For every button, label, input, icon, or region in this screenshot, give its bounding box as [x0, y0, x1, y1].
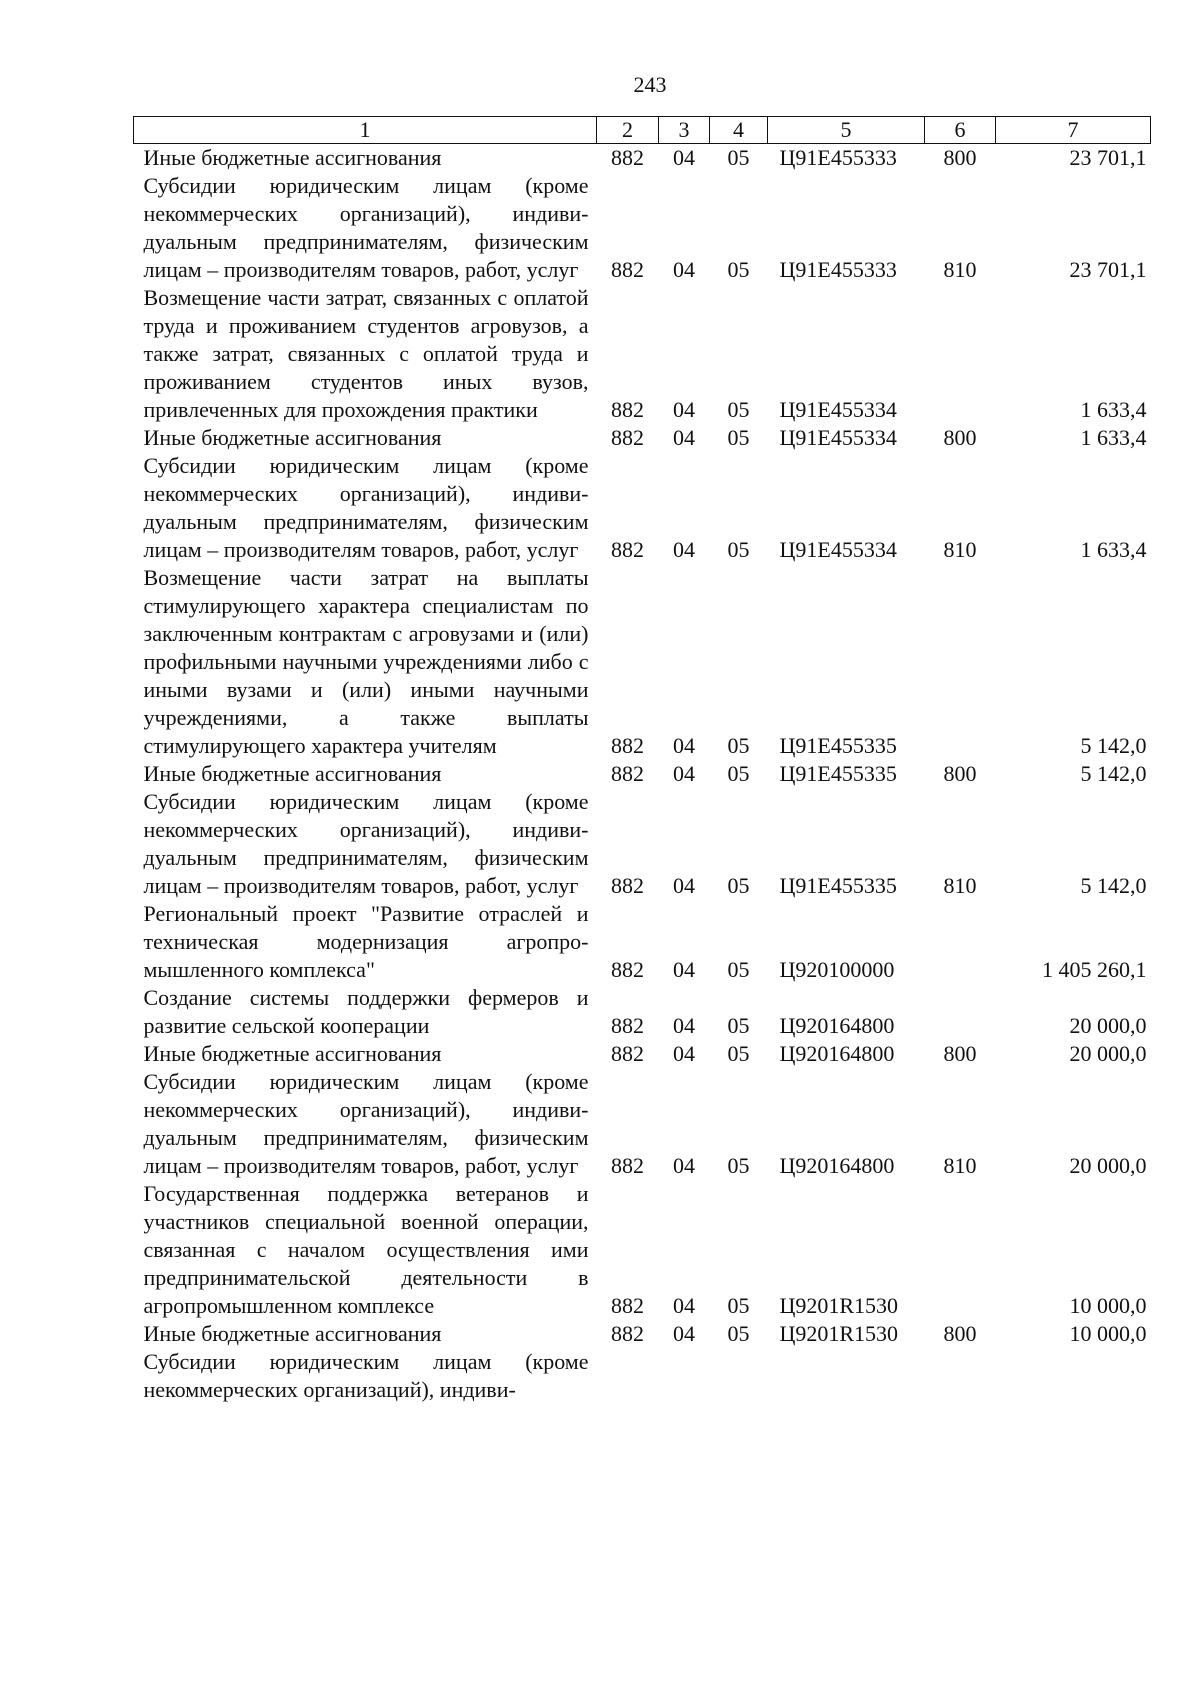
row-ministry-code: 882: [611, 1013, 644, 1038]
row-subsection-code: 05: [727, 257, 750, 282]
row-description: Возмещение части затрат на выплаты стимулирующего характера специалистам по заключенным контрактам с агровузами и (или) профильными научными учреждениями либо с иными вузами и (или) иными научными учреждениями, а также выплаты стимулирующего характера учителям: [143, 565, 589, 758]
row-expense-type-code: [925, 1348, 996, 1404]
row-expense-type-code: [925, 564, 996, 760]
header-col-6: 6: [925, 117, 996, 144]
row-subsection-code: 05: [727, 537, 750, 562]
row-subsection-code: 05: [727, 1321, 750, 1346]
table-body: [134, 144, 1151, 1405]
row-ministry-code: 882: [611, 957, 644, 982]
row-subsection-code: 05: [727, 761, 750, 786]
row-target-article-code: Ц920100000: [779, 957, 895, 982]
row-ministry-code: 882: [611, 873, 644, 898]
row-ministry-code: 882: [611, 1321, 644, 1346]
row-subsection-code: [710, 1348, 768, 1404]
row-ministry-code: [597, 1348, 659, 1404]
header-col-3: 3: [659, 117, 710, 144]
table-row: [134, 900, 1151, 984]
row-target-article-code: Ц91Е455334: [779, 425, 897, 450]
row-description: Государственная поддержка ветеранов и участников специальной военной операции, связанная с началом осуществления ими предпринимательской деятельности в агропромышленном комплексе: [143, 1181, 589, 1318]
row-ministry-code: 882: [611, 761, 644, 786]
row-target-article-code: Ц920164800: [779, 1153, 895, 1178]
row-expense-type-code: 800: [943, 1321, 977, 1346]
row-section-code: 04: [673, 1293, 695, 1318]
row-description: Иные бюджетные ассигнования: [143, 1321, 442, 1346]
table-header: [134, 117, 1151, 144]
table-row: [134, 760, 1151, 788]
row-section-code: 04: [673, 145, 695, 170]
row-target-article-code: Ц920164800: [779, 1013, 895, 1038]
row-ministry-code: 882: [611, 425, 644, 450]
row-target-article-code: Ц91Е455333: [779, 145, 897, 170]
table-row: [134, 144, 1151, 173]
row-description: Иные бюджетные ассигнования: [143, 1041, 442, 1066]
table-row: [134, 424, 1151, 452]
row-ministry-code: 882: [611, 1293, 644, 1318]
row-amount: 1 633,4: [1080, 425, 1147, 450]
row-amount: 1 633,4: [1080, 397, 1147, 422]
header-row: [134, 117, 1151, 144]
row-description: Иные бюджетные ассигнования: [143, 761, 442, 786]
row-section-code: 04: [673, 425, 695, 450]
table-row: [134, 788, 1151, 900]
table-row: [134, 284, 1151, 424]
row-target-article-code: Ц91Е455333: [779, 257, 897, 282]
row-description: Иные бюджетные ассигнования: [143, 425, 442, 450]
header-col-1: 1: [134, 117, 597, 144]
row-subsection-code: 05: [727, 425, 750, 450]
row-amount: 20 000,0: [1069, 1153, 1147, 1178]
row-amount: 1 633,4: [1080, 537, 1147, 562]
row-expense-type-code: 810: [943, 537, 977, 562]
row-expense-type-code: 810: [943, 1153, 977, 1178]
header-col-7: 7: [996, 117, 1151, 144]
row-expense-type-code: [925, 1180, 996, 1320]
row-description: Создание системы поддержки фермеров и развитие сельской кооперации: [143, 985, 589, 1038]
table-row: [134, 1180, 1151, 1320]
row-expense-type-code: 810: [943, 257, 977, 282]
row-subsection-code: 05: [727, 1153, 750, 1178]
table-row: [134, 1348, 1151, 1404]
row-ministry-code: 882: [611, 733, 644, 758]
row-subsection-code: 05: [727, 145, 750, 170]
row-subsection-code: 05: [727, 733, 750, 758]
row-expense-type-code: [925, 900, 996, 984]
row-ministry-code: 882: [611, 1041, 644, 1066]
row-ministry-code: 882: [611, 257, 644, 282]
row-amount: 5 142,0: [1080, 873, 1147, 898]
row-section-code: [659, 1348, 710, 1404]
header-col-4: 4: [710, 117, 768, 144]
table-row: [134, 172, 1151, 284]
budget-table: [133, 116, 1151, 1404]
row-description: Субсидии юридическим лицам (кроме некоммерческих организаций), индивидуальным предпринимателям, физическим лицам – производителям товаров, работ, услуг: [143, 453, 589, 562]
row-amount: 5 142,0: [1080, 733, 1147, 758]
row-subsection-code: 05: [727, 1041, 750, 1066]
row-subsection-code: 05: [727, 1013, 750, 1038]
row-target-article-code: Ц91Е455334: [779, 537, 897, 562]
row-target-article-code: Ц91Е455334: [779, 397, 897, 422]
row-section-code: 04: [673, 761, 695, 786]
row-section-code: 04: [673, 733, 695, 758]
row-amount: 1 405 260,1: [1042, 957, 1147, 982]
row-expense-type-code: 810: [943, 873, 977, 898]
row-expense-type-code: [925, 984, 996, 1040]
row-target-article-code: Ц91Е455335: [779, 733, 897, 758]
row-amount: 20 000,0: [1069, 1041, 1147, 1066]
row-ministry-code: 882: [611, 397, 644, 422]
row-subsection-code: 05: [727, 873, 750, 898]
row-amount: 20 000,0: [1069, 1013, 1147, 1038]
row-target-article-code: Ц920164800: [779, 1041, 895, 1066]
table-row: [134, 452, 1151, 564]
row-amount: 23 701,1: [1069, 257, 1147, 282]
row-amount: [996, 1348, 1151, 1404]
row-subsection-code: 05: [727, 957, 750, 982]
row-description: Субсидии юридическим лицам (кроме некоммерческих организаций), индивидуальным предпринимателям, физическим лицам – производителям товаров, работ, услуг: [143, 173, 589, 282]
row-amount: 5 142,0: [1080, 761, 1147, 786]
row-expense-type-code: 800: [943, 145, 977, 170]
row-section-code: 04: [673, 537, 695, 562]
row-description: Субсидии юридическим лицам (кроме некоммерческих организаций), индивидуальным предпринимателям, физическим лицам – производителям товаров, работ, услуг: [143, 789, 589, 898]
row-expense-type-code: [925, 284, 996, 424]
row-amount: 10 000,0: [1069, 1321, 1147, 1346]
row-subsection-code: 05: [727, 397, 750, 422]
row-amount: 10 000,0: [1069, 1293, 1147, 1318]
row-expense-type-code: 800: [943, 1041, 977, 1066]
page-number: 243: [633, 72, 667, 97]
row-section-code: 04: [673, 1153, 695, 1178]
table-row: [134, 984, 1151, 1040]
table-row: [134, 564, 1151, 760]
row-section-code: 04: [673, 873, 695, 898]
row-section-code: 04: [673, 957, 695, 982]
header-col-5: 5: [768, 117, 925, 144]
table-row: [134, 1040, 1151, 1068]
row-expense-type-code: 800: [943, 425, 977, 450]
row-ministry-code: 882: [611, 1153, 644, 1178]
table-row: [134, 1068, 1151, 1180]
row-ministry-code: 882: [611, 537, 644, 562]
row-section-code: 04: [673, 1013, 695, 1038]
row-description: Субсидии юридическим лицам (кроме некоммерческих организаций), индиви-: [143, 1349, 589, 1402]
header-col-2: 2: [597, 117, 659, 144]
row-subsection-code: 05: [727, 1293, 750, 1318]
table-row: [134, 1320, 1151, 1348]
row-description: Возмещение части затрат, связанных с оплатой труда и проживанием студентов агровузов, а также затрат, связанных с оплатой труда и проживанием студентов иных вузов, привлеченных для прохождения практики: [143, 285, 589, 422]
row-target-article-code: Ц9201R1530: [779, 1293, 899, 1318]
row-description: Субсидии юридическим лицам (кроме некоммерческих организаций), индивидуальным предпринимателям, физическим лицам – производителям товаров, работ, услуг: [143, 1069, 589, 1178]
row-description: Иные бюджетные ассигнования: [143, 145, 442, 170]
row-expense-type-code: 800: [943, 761, 977, 786]
row-section-code: 04: [673, 1041, 695, 1066]
row-target-article-code: Ц9201R1530: [779, 1321, 899, 1346]
row-amount: 23 701,1: [1069, 145, 1147, 170]
row-description: Региональный проект "Развитие отраслей и техническая модернизация агропромышленного комплекса": [143, 901, 589, 982]
row-target-article-code: Ц91Е455335: [779, 761, 897, 786]
row-section-code: 04: [673, 1321, 695, 1346]
row-ministry-code: 882: [611, 145, 644, 170]
row-section-code: 04: [673, 397, 695, 422]
row-target-article-code: [768, 1348, 925, 1404]
row-section-code: 04: [673, 257, 695, 282]
row-target-article-code: Ц91Е455335: [779, 873, 897, 898]
